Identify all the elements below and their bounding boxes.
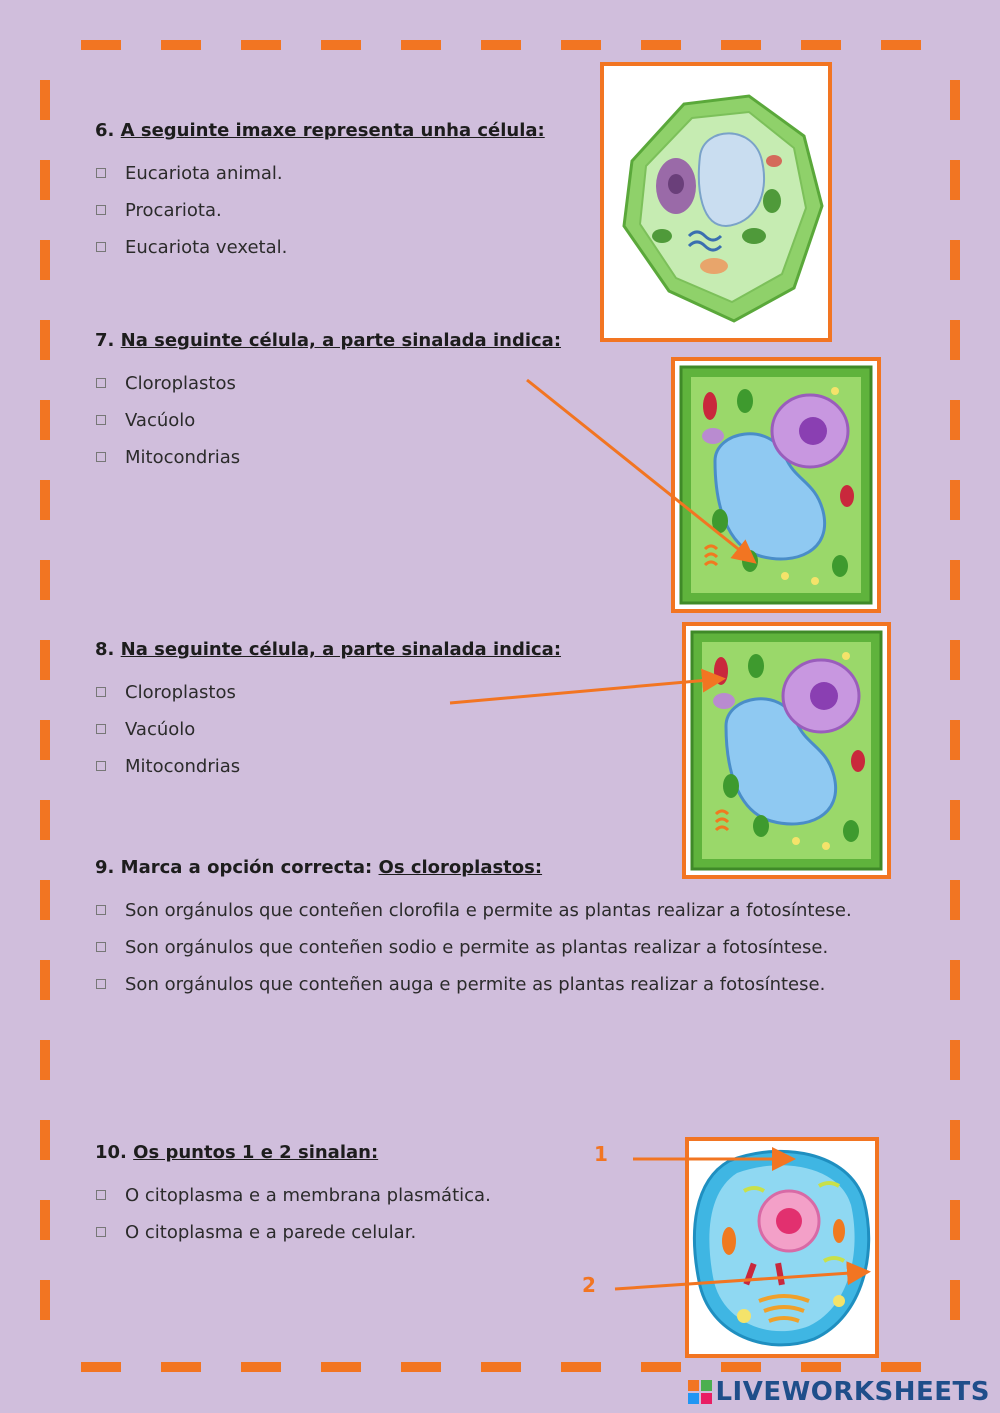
arrow-label-2 xyxy=(615,1272,865,1289)
option-cloroplastos[interactable]: Cloroplastos xyxy=(95,674,561,711)
label-1: 1 xyxy=(594,1142,608,1166)
option-mitocondrias[interactable]: Mitocondrias xyxy=(95,439,561,476)
arrow-q8 xyxy=(450,679,720,703)
option-citoplasma-membrana[interactable]: O citoplasma e a membrana plasmática. xyxy=(95,1177,491,1214)
option-vacuolo[interactable]: Vacúolo xyxy=(95,402,561,439)
option-cloroplastos[interactable]: Cloroplastos xyxy=(95,365,561,402)
option-citoplasma-parede[interactable]: O citoplasma e a parede celular. xyxy=(95,1214,491,1251)
question-7-title: 7. Na seguinte célula, a parte sinalada indica: xyxy=(95,330,562,351)
question-10-title: 10. Os puntos 1 e 2 sinalan: xyxy=(95,1142,379,1163)
option-sodio[interactable]: Son orgánulos que conteñen sodio e permite as plantas realizar a fotosíntese. xyxy=(95,929,855,966)
option-procariota[interactable]: Procariota. xyxy=(95,192,545,229)
option-clorofila[interactable]: Son orgánulos que conteñen clorofila e permite as plantas realizar a fotosíntese. xyxy=(95,892,855,929)
question-8-title: 8. Na seguinte célula, a parte sinalada indica: xyxy=(95,639,562,660)
label-2: 2 xyxy=(582,1273,596,1297)
question-9-title: 9. Marca a opción correcta: Os cloroplastos: xyxy=(95,857,543,878)
option-eucariota-vexetal[interactable]: Eucariota vexetal. xyxy=(95,229,545,266)
question-6-title: 6. A seguinte imaxe representa unha célula: xyxy=(95,120,545,141)
liveworksheets-icon xyxy=(688,1380,712,1404)
liveworksheets-logo: LIVEWORKSHEETS xyxy=(688,1377,990,1407)
option-vacuolo[interactable]: Vacúolo xyxy=(95,711,561,748)
option-mitocondrias[interactable]: Mitocondrias xyxy=(95,748,561,785)
arrow-q7 xyxy=(527,380,752,560)
option-eucariota-animal[interactable]: Eucariota animal. xyxy=(95,155,545,192)
option-auga[interactable]: Son orgánulos que conteñen auga e permite as plantas realizar a fotosíntese. xyxy=(95,966,855,1003)
